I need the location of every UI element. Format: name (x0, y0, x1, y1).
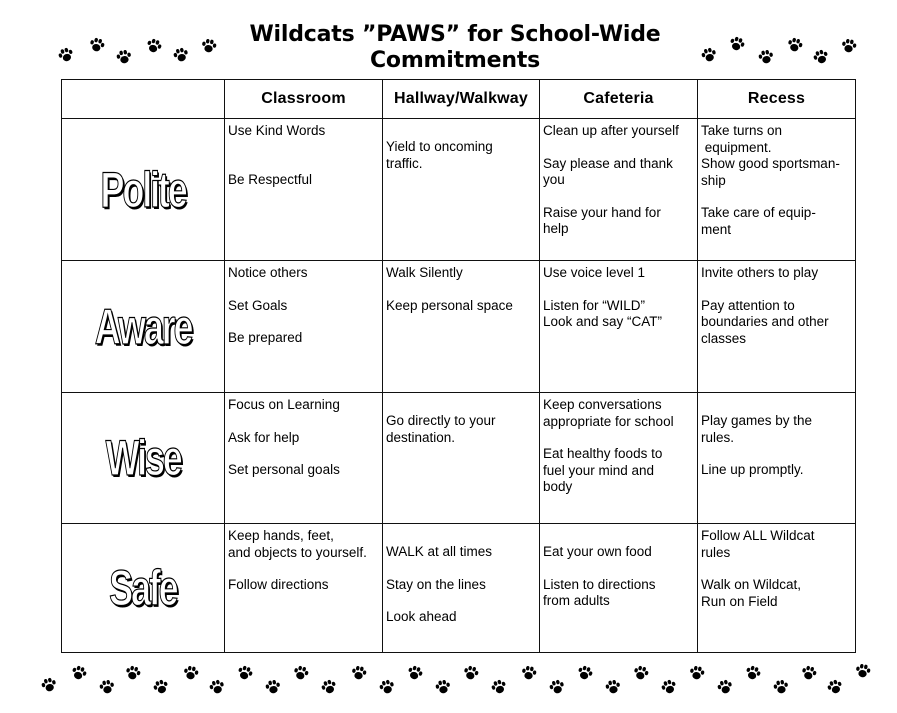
table-cell (225, 261, 383, 393)
table-row (62, 261, 856, 393)
commitments-table (61, 79, 856, 653)
header-hallway: Hallway/Walkway (383, 80, 540, 119)
cell-text-line: Use Kind Words (228, 123, 326, 138)
header-cell-empty (62, 80, 225, 119)
cell-text-line: destination. (386, 429, 456, 445)
paw-print-icon (233, 661, 256, 684)
header-recess: Recess (698, 80, 856, 119)
cell-text-line: ship (701, 172, 726, 188)
cell-text-line: classes (701, 330, 747, 346)
paw-print-icon (771, 677, 792, 698)
cell-text-line: Yield to oncoming (386, 139, 493, 154)
cell-text-line: Set personal goals (228, 462, 340, 477)
paw-print-icon (122, 662, 144, 684)
row-label-text: Wise (105, 430, 181, 486)
paw-print-icon (54, 43, 77, 66)
paw-print-icon (149, 675, 172, 698)
cell-text-line: Be prepared (228, 330, 303, 345)
cell-text-line: Look and say “CAT” (543, 314, 663, 329)
cell-text-line: Keep hands, feet, (228, 528, 334, 543)
cell-text-line: Play games by the (701, 413, 813, 428)
cell-text-line: Ask for help (228, 429, 300, 445)
paw-print-icon (199, 36, 220, 57)
cell-text-line: Raise your hand for (543, 204, 661, 220)
cell-text-line: boundaries and other (701, 314, 829, 329)
paw-print-icon (403, 661, 426, 684)
paw-print-icon (317, 675, 340, 698)
paw-print-icon (809, 45, 832, 68)
header-classroom: Classroom (225, 80, 383, 119)
table-cell (698, 261, 856, 393)
cell-text-line: help (543, 221, 569, 236)
paw-print-icon (519, 663, 540, 684)
cell-text-line: Clean up after yourself (543, 123, 679, 138)
cell-text-line: Invite others to play (701, 265, 819, 280)
cell-text-line: fuel your mind and (543, 462, 655, 478)
title-line-1: Wildcats ”PAWS” for School-Wide (249, 22, 661, 47)
paw-print-icon (181, 663, 202, 684)
paw-print-icon (741, 661, 764, 684)
paw-print-icon (698, 44, 720, 66)
cell-text-line: Take care of equip- (701, 205, 816, 220)
table-cell (540, 524, 698, 653)
table-cell (225, 524, 383, 653)
table-cell (540, 393, 698, 524)
paw-print-icon (823, 675, 846, 698)
cell-text-line: Go directly to your (386, 413, 496, 428)
paw-print-icon (114, 47, 135, 68)
cell-text-line: body (543, 479, 573, 494)
cell-text-line: Notice others (228, 265, 308, 280)
paw-print-icon (784, 34, 806, 56)
cell-text-line: Stay on the lines (386, 576, 486, 592)
paw-print-icon (487, 675, 510, 698)
paw-print-icon (839, 36, 860, 57)
cell-text-line: Line up promptly. (701, 462, 804, 477)
row-label-safe (62, 524, 225, 653)
cell-text-line: Focus on Learning (228, 397, 340, 412)
paw-print-icon (603, 677, 624, 698)
row-label-text: Aware (94, 298, 192, 355)
header-row (62, 80, 856, 119)
row-label-polite (62, 119, 225, 261)
table-cell (540, 261, 698, 393)
cell-text-line: Eat your own food (543, 544, 652, 559)
table-cell (698, 119, 856, 261)
paw-print-icon (630, 662, 652, 684)
cell-text-line: and objects to yourself. (228, 544, 367, 560)
paw-print-icon (290, 662, 312, 684)
table-cell (540, 119, 698, 261)
table-row (62, 393, 856, 524)
paw-print-icon (263, 677, 284, 698)
cell-text-line: appropriate for school (543, 413, 674, 429)
paw-print-icon (853, 661, 874, 682)
table-cell (383, 524, 540, 653)
paw-print-icon (170, 44, 192, 66)
table-cell (698, 524, 856, 653)
paw-print-icon (86, 34, 108, 56)
cell-text-line: Eat healthy foods to (543, 446, 663, 461)
paw-print-icon (38, 674, 60, 696)
paw-print-icon (546, 676, 568, 698)
page-title (215, 22, 695, 74)
cell-text-line: Say please and thank (543, 155, 673, 171)
cell-text-line: you (543, 172, 565, 187)
paw-print-icon (67, 661, 90, 684)
cell-text-line: Listen to directions (543, 576, 656, 592)
paw-print-icon (376, 676, 398, 698)
table-cell (383, 261, 540, 393)
cell-text-line: Use voice level 1 (543, 265, 646, 280)
row-label-text: Polite (100, 161, 186, 218)
cell-text-line: Be Respectful (228, 171, 313, 187)
cell-text-line: rules. (701, 429, 735, 445)
row-label-aware (62, 261, 225, 393)
paw-print-icon (97, 677, 118, 698)
cell-text-line: equipment. (701, 139, 772, 155)
row-label-text: Safe (109, 560, 177, 616)
paw-print-icon (756, 47, 777, 68)
table-cell (383, 119, 540, 261)
table-row (62, 119, 856, 261)
cell-text-line: from adults (543, 593, 610, 608)
cell-text-line: Keep conversations (543, 397, 662, 412)
paw-print-icon (433, 677, 454, 698)
cell-text-line: Keep personal space (386, 297, 513, 313)
paw-print-icon (714, 676, 736, 698)
cell-text-line: Set Goals (228, 297, 288, 313)
cell-text-line: Show good sportsman- (701, 156, 840, 171)
cell-text-line: traffic. (386, 155, 423, 171)
cell-text-line: rules (701, 544, 731, 560)
table-cell (225, 393, 383, 524)
table-cell (225, 119, 383, 261)
paw-print-icon (657, 675, 680, 698)
paw-print-icon (687, 663, 708, 684)
cell-text-line: ment (701, 221, 732, 237)
cell-text-line: Pay attention to (701, 297, 795, 313)
row-label-wise (62, 393, 225, 524)
paw-print-icon (206, 676, 228, 698)
cell-text-line: Walk Silently (386, 265, 463, 280)
header-cafeteria: Cafeteria (540, 80, 698, 119)
cell-text-line: Look ahead (386, 609, 457, 624)
paw-print-icon (798, 662, 820, 684)
table-row (62, 524, 856, 653)
cell-text-line: Take turns on (701, 123, 783, 138)
paw-print-icon (460, 662, 482, 684)
cell-text-line: Walk on Wildcat, (701, 577, 802, 592)
paw-print-icon (573, 661, 596, 684)
table-cell (698, 393, 856, 524)
cell-text-line: WALK at all times (386, 544, 493, 559)
paw-print-icon (349, 663, 370, 684)
title-line-2: Commitments (369, 48, 541, 73)
cell-text-line: Follow ALL Wildcat (701, 528, 815, 543)
paw-print-icon (142, 34, 165, 57)
cell-text-line: Follow directions (228, 577, 329, 592)
table-cell (383, 393, 540, 524)
cell-text-line: Run on Field (701, 593, 778, 609)
paw-print-icon (725, 32, 748, 55)
cell-text-line: Listen for “WILD” (543, 297, 646, 313)
